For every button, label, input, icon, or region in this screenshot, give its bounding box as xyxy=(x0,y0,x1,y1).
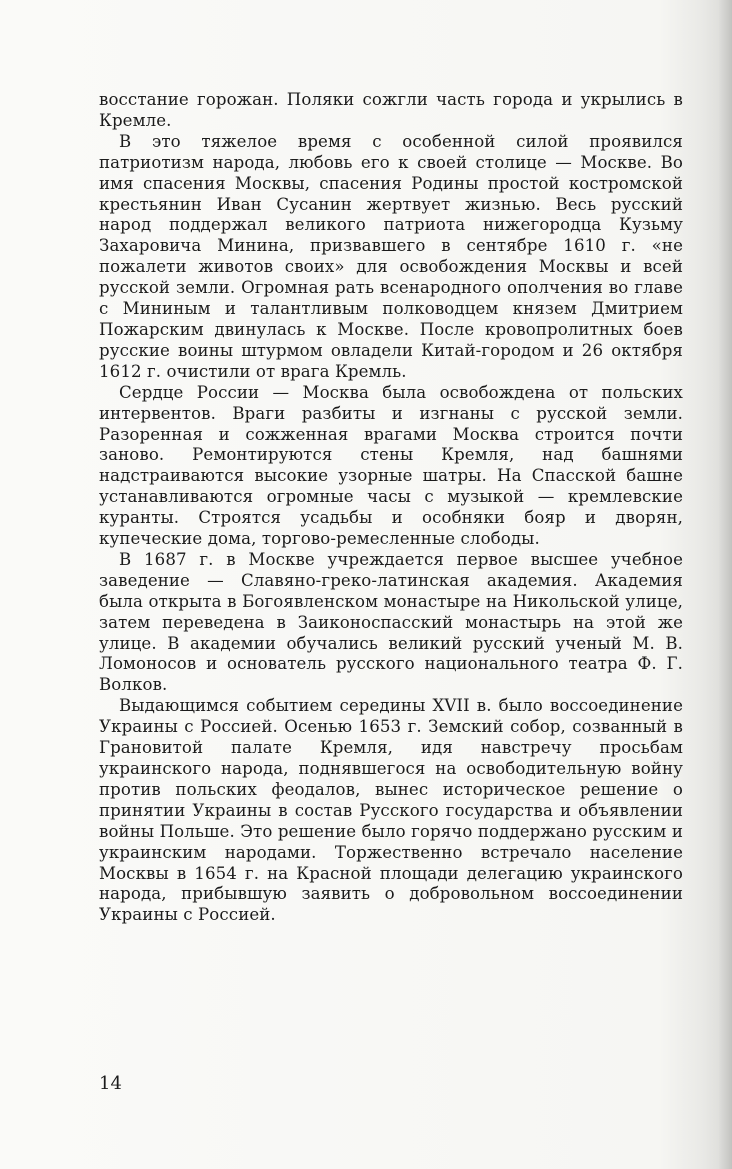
paragraph-5: Выдающимся событием середины XVII в. было воссоединение Украины с Россией. Осенью 1653 г. Земский собор, созванный в Грановитой палате Кремля, идя навстречу просьбам украинского народа, поднявшегося на освободительную войну против польских феодалов, вынес историческое решение о принятии Украины в состав Русского государства и объявлении войны Польше. Это решение было горячо поддержано русским и украинским народами. Торжественно встречало население Москвы в 1654 г. на Красной площади делегацию украинского народа, прибывшую заявить о добровольном воссоединении Украины с Россией. xyxy=(99,696,683,925)
paragraph-1: восстание горожан. Поляки сожгли часть города и укрылись в Кремле. xyxy=(99,90,683,130)
paragraph-3: Сердце России — Москва была освобождена от польских интервентов. Враги разбиты и изгнаны с русской земли. Разоренная и сожженная врагами Москва строится почти заново. Ремонтируются стены Кремля, над башнями надстраиваются высокие узорные шатры. На Спасской башне устанавливаются огромные часы с музыкой — кремлевские куранты. Строятся усадьбы и особняки бояр и дворян, купеческие дома, торгово-ремесленные слободы. xyxy=(99,382,683,549)
paragraph-2: В это тяжелое время с особенной силой проявился патриотизм народа, любовь его к своей столице — Москве. Во имя спасения Москвы, спасения Родины простой костромской крестьянин Иван Сусанин жертвует жизнью. Весь русский народ поддержал великого патриота нижегородца Кузьму Захаровича Минина, призвавшего в сентябре 1610 г. «не пожалети животов своих» для освобождения Москвы и всей русской земли. Огромная рать всенародного ополчения во главе с Мининым и талантливым полководцем князем Дмитрием Пожарским двинулась к Москве. После кровопролитных боев русские воины штурмом овладели Китай-городом и 26 октября 1612 г. очистили от врага Кремль. xyxy=(99,131,683,381)
paragraph-4: В 1687 г. в Москве учреждается первое высшее учебное заведение — Славяно-греко-латинская академия. Академия была открыта в Богоявленском монастыре на Никольской улице, затем переведена в Заиконоспасский монастырь на этой же улице. В академии обучались великий русский ученый М. В. Ломоносов и основатель русского национального театра Ф. Г. Волков. xyxy=(99,549,683,695)
page-number: 14 xyxy=(99,1073,122,1094)
body-text xyxy=(99,90,683,926)
page-edge-shadow xyxy=(718,0,732,1169)
